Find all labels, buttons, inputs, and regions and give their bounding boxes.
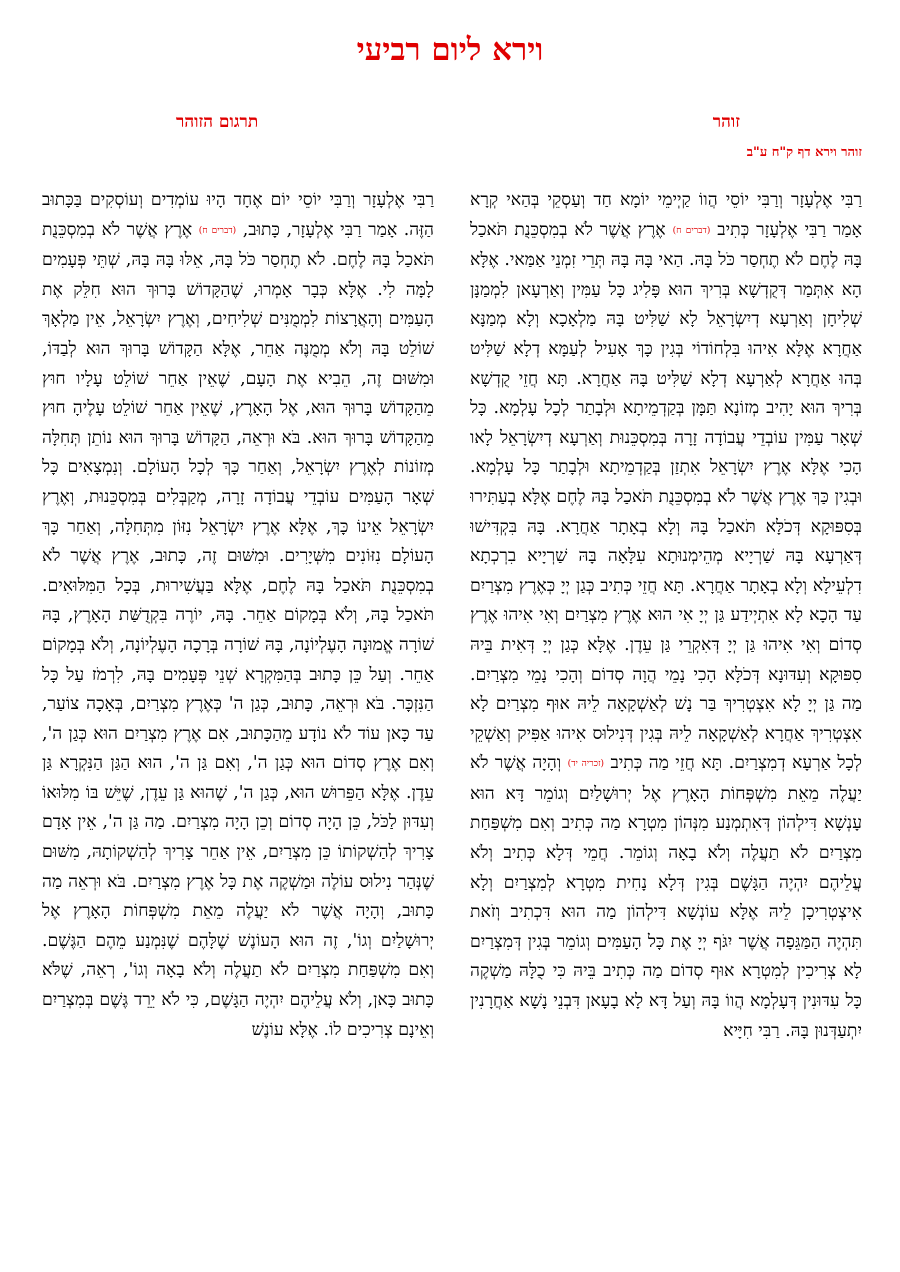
translation-text-column	[42, 186, 434, 1256]
verse-citation: (דברים ח)	[672, 225, 711, 236]
zohar-text-part-1: רַבִּי אֶלְעָזָר וְרַבִּי יוֹסֵי הֲווֹ קַיְימֵי יוֹמָא חַד וְעַסְקֵי בְּהַאי קְרָא אָמַר רַבִּי אֶלְעָזָר כְּתִיב	[470, 190, 862, 240]
verse-citation: (דברים ח)	[198, 225, 237, 236]
page-title: וירא ליום רביעי	[356, 32, 544, 68]
source-reference: זוהר וירא דף ק"ח ע"ב	[746, 145, 862, 160]
zohar-text-part-3: וְהָיָה אֲשֶׁר לֹא יַעֲלֶה מֵאֵת מִשְׁפְּחוֹת הָאָרֶץ אֶל יְרוּשָׁלַיִם וְגוֹמֵר דָּא הוּא עָנְשָׁא דִּילְהוֹן דְּאִתְמְנַע מִנְּהוֹן מִטְרָא מַה כְּתִיב וְאִם מִשְׁפַּחַת מִצְרַיִם לֹא תַעֲלֶה וְלֹא בָאָה וְגוֹמֵר. חֲמֵי דְּלָא כְּתִיב וְלֹא עֲלֵיהֶם יִהְיֶה הַגָּשֶׁם בְּגִין דְּלָא נָחִית מִטְרָא לְמִצְרַיִם וְלָא אִיצְטְרִיכָן לֵיהּ אֶלָּא עוֹנְשָׁא דִּילְהוֹן מַה הוּא דִּכְתִיב וְזֹאת תִּהְיֶה הַמַּגֵּפָה אֲשֶׁר יִגֹּף יְיָ אֶת כָּל הָעַמִּים וְגוֹמֵר בְּגִין דְּמִצְרַיִם לָא צְרִיכִין לְמִטְרָא אוּף סְדוֹם מַה כְּתִיב בֵּיהּ כִּי כֻלָּהּ מַשְׁקֶה כָּל עִדּוּנִין דְּעָלְמָא הֲווֹ בָּהּ וְעַל דָּא לָא בָעָאן דִּבְנֵי נָשָׁא אַחֲרָנִין יִתְעַדְּנוּן בָּהּ. רַבִּי חִיָּיא	[470, 753, 862, 1041]
zohar-paragraph	[470, 186, 862, 1046]
translation-text-part-2: אֶרֶץ אֲשֶׁר לֹא בְמִסְכֵּנֻת תֹּאכַל בָּהּ לֶחֶם. לֹא תֶחְסַר כֹּל בָּהּ, אֵלּוּ בָּהּ בָּהּ, שְׁתֵּי פְּעָמִים לָמָּה לִי. אֶלָּא כְּבָר אָמְרוּ, שֶׁהַקָּדוֹשׁ בָּרוּךְ הוּא חִלֵּק אֶת הָעַמִּים וְהָאֲרָצוֹת לִמְמֻנִּים שְׁלִיחִים, וְאֶרֶץ יִשְׂרָאֵל, אֵין מַלְאָךְ שׁוֹלֵט בָּהּ וְלֹא מְמֻנֶּה אַחֵר, אֶלָּא הַקָּדוֹשׁ בָּרוּךְ הוּא לְבַדּוֹ, וּמִשּׁוּם זֶה, הֵבִיא אֶת הָעָם, שֶׁאֵין אַחֵר שׁוֹלֵט עָלָיו חוּץ מֵהַקָּדוֹשׁ בָּרוּךְ הוּא, אֶל הָאָרֶץ, שֶׁאֵין אַחֵר שׁוֹלֵט עָלֶיהָ חוּץ מֵהַקָּדוֹשׁ בָּרוּךְ הוּא. בֹּא וּרְאֵה, הַקָּדוֹשׁ בָּרוּךְ הוּא נוֹתֵן תְּחִלָּה מְזוֹנוֹת לְאֶרֶץ יִשְׂרָאֵל, וְאַחַר כָּךְ לְכָל הָעוֹלָם. וְנִמְצָאִים כָּל שְׁאָר הָעַמִּים עוֹבְדֵי עֲבוֹדָה זָרָה, מְקַבְּלִים בְּמִסְכֵּנוּת, וְאֶרֶץ יִשְׂרָאֵל אֵינוֹ כָּךְ, אֶלָּא אֶרֶץ יִשְׂרָאֵל נִזּוֹן מִתְּחִלָּה, וְאַחַר כָּךְ הָעוֹלָם נִזּוֹנִים מִשְּׁיָרִים. וּמִשּׁוּם זֶה, כָּתוּב, אֶרֶץ אֲשֶׁר לֹא בְמִסְכֵּנֻת תֹּאכַל בָּהּ לֶחֶם, אֶלָּא בַּעֲשִׁירוּת, בְּכָל הַמִּלּוּאִים. תֹּאכַל בָּהּ, וְלֹא בְּמָקוֹם אַחֵר. בָּהּ, יוֹרֶה בִּקְדֻשַּׁת הָאָרֶץ, בָּהּ שׁוֹרָה אֱמוּנָה הָעֶלְיוֹנָה, בָּהּ שׁוֹרָה בְּרָכָה הָעֶלְיוֹנָה, וְלֹא בְּמָקוֹם אַחֵר. וְעַל כֵּן כָּתוּב בְּהַמִּקְרָא שְׁנֵי פְּעָמִים בָּהּ, לִרְמֹז עַל כָּל הַנִּזְכָּר. בֹּא וּרְאֵה, כָּתוּב, כְּגַן ה' כְּאֶרֶץ מִצְרַיִם, בְּאָכָה צוֹעַר, עַד כָּאן עוֹד לֹא נוֹדָע מֵהַכָּתוּב, אִם אֶרֶץ מִצְרַיִם הוּא כְּגַן ה', וְאִם אֶרֶץ סְדוֹם הוּא כְּגַן ה', וְאִם גַּן ה', הוּא הַגַּן הַנִּקְרָא גַּן עֵדֶן. אֶלָּא הַפֵּרוּשׁ הוּא, כְּגַן ה', שֶׁהוּא גַּן עֵדֶן, שֶׁיֵּשׁ בּוֹ מִלּוּאוֹ וְעִדּוּן לַכֹּל, כֵּן הָיָה סְדוֹם וְכֵן הָיָה מִצְרַיִם. מַה גַּן ה', אֵין אָדָם צָרִיךְ לְהַשְׁקוֹתוֹ כֵּן מִצְרַיִם, אֵין אַחֵר צָרִיךְ לְהַשְׁקוֹתָהּ, מִשּׁוּם שֶׁנְּהַר נִילוּס עוֹלֶה וּמַשְׁקֶה אֶת כָּל אֶרֶץ מִצְרַיִם. בֹּא וּרְאֵה מַה כָּתוּב, וְהָיָה אֲשֶׁר לֹא יַעֲלֶה מֵאֵת מִשְׁפְּחוֹת הָאָרֶץ אֶל יְרוּשָׁלַיִם וְגוֹ', זֶה הוּא הָעוֹנֶשׁ שֶׁלָּהֶם שֶׁנִּמְנַע מֵהֶם הַגֶּשֶׁם. וְאִם מִשְׁפַּחַת מִצְרַיִם לֹא תַעֲלֶה וְלֹא בָאָה וְגוֹ', רְאֵה, שֶׁלֹּא כָּתוּב כָּאן, וְלֹא עֲלֵיהֶם יִהְיֶה הַגָּשֶׁם, כִּי לֹא יֵרֵד גֶּשֶׁם בְּמִצְרַיִם וְאֵינָם צְרִיכִים לוֹ. אֶלָּא עוֹנֶשׁ	[42, 219, 434, 1040]
zohar-text-column	[470, 186, 862, 1256]
translation-paragraph	[42, 186, 434, 1045]
translation-text-part-1: רַבִּי אֶלְעָזָר וְרַבִּי יוֹסֵי יוֹם אֶחָד הָיוּ עוֹמְדִים וְעוֹסְקִים בַּכָּתוּב הַזֶּה. אָמַר רַבִּי אֶלְעָזָר, כָּתוּב,	[42, 190, 434, 240]
verse-citation: (זכריה יד)	[567, 759, 605, 770]
translation-column-header: תרגום הזוהר	[176, 112, 259, 132]
zohar-text-part-2: אֶרֶץ אֲשֶׁר לֹא בְמִסְכֵּנֻת תֹּאכַל בָּהּ לֶחֶם לֹא תֶחְסַר כֹּל בָּהּ. הַאי בָּהּ בָּהּ תְּרֵי זִמְנֵי אַמַּאי. אֶלָּא הָא אִתְּמַר דְּקֻדְשָׁא בְּרִיךְ הוּא פָּלִיג כָּל עַמִּין וְאַרְעָאן לִמְמַנָּן שְׁלִיחָן וְאַרְעָא דְיִשְׂרָאֵל לָא שַׁלִּיט בָּהּ מַלְאָכָא וְלָא מְמַנָּא אַחֲרָא אֶלָּא אִיהוּ בִּלְחוֹדוֹי בְּגִין כָּךְ אָעִיל לְעַמָּא דְלָא שַׁלִּיט בְּהוּ אַחֲרָא לְאַרְעָא דְלָא שַׁלִּיט בָּהּ אַחֲרָא. תָּא חֲזֵי קֻדְשָׁא בְּרִיךְ הוּא יָהִיב מְזוֹנָא תַּמָּן בְּקַדְמֵיתָא וּלְבָתַר לְכָל עָלְמָא. כָּל שְׁאָר עַמִּין עוֹבְדֵי עֲבוֹדָה זָרָה בְּמִסְכֵּנוּת וְאַרְעָא דְיִשְׂרָאֵל לָאו הָכִי אֶלָּא אֶרֶץ יִשְׂרָאֵל אִתְזַן בְּקַדְמֵיתָא וּלְבָתַר כָּל עָלְמָא. וּבְגִין כַּךְ אֶרֶץ אֲשֶׁר לֹא בְמִסְכֵּנֻת תֹּאכַל בָּהּ לֶחֶם אֶלָּא בְעַתִּירוּ בְּסִפּוּקָא דְּכֹלָּא תֹּאכַל בָּהּ וְלָא בְאָתָר אַחֲרָא. בָּהּ בִּקְדִּישׁוּ דְּאַרְעָא בָּהּ שַׁרְיָיא מְהֵימְנוּתָא עִלָּאָה בָּהּ שַׁרְיָיא בִרְכְתָא דִלְעֵילָא וְלָא בְאָתָר אַחֲרָא. תָּא חֲזֵי כְּתִיב כְּגַן יְיָ כְּאֶרֶץ מִצְרַיִם עַד הָכָא לָא אִתְיְידַע גַּן יְיָ אִי הוּא אֶרֶץ מִצְרַיִם וְאִי אִיהוּ אֶרֶץ סְדוֹם וְאִי אִיהוּ גַּן יְיָ דְּאִקְרֵי גַּן עֵדֶן. אֶלָּא כְּגַן יְיָ דְּאִית בֵּיהּ סִפּוּקָא וְעִדּוּנָא דְּכֹלָּא הָכִי נָמֵי הֲוָה סְדוֹם וְהָכִי נָמֵי מִצְרַיִם. מַה גַּן יְיָ לָא אִצְטְרִיךְ בַּר נָשׁ לְאַשְׁקָאָה לֵיהּ אוּף מִצְרַיִם לָא אִצְטְרִיךְ אַחֲרָא לְאַשְׁקָאָה לֵיהּ בְּגִין דְּנִילוּס אִיהוּ אַפִּיק וְאַשְׁקֵי לְכָל אַרְעָא דְמִצְרַיִם. תָּא חֲזֵי מַה כְּתִיב	[470, 219, 862, 774]
zohar-column-header: זוהר	[712, 112, 740, 132]
